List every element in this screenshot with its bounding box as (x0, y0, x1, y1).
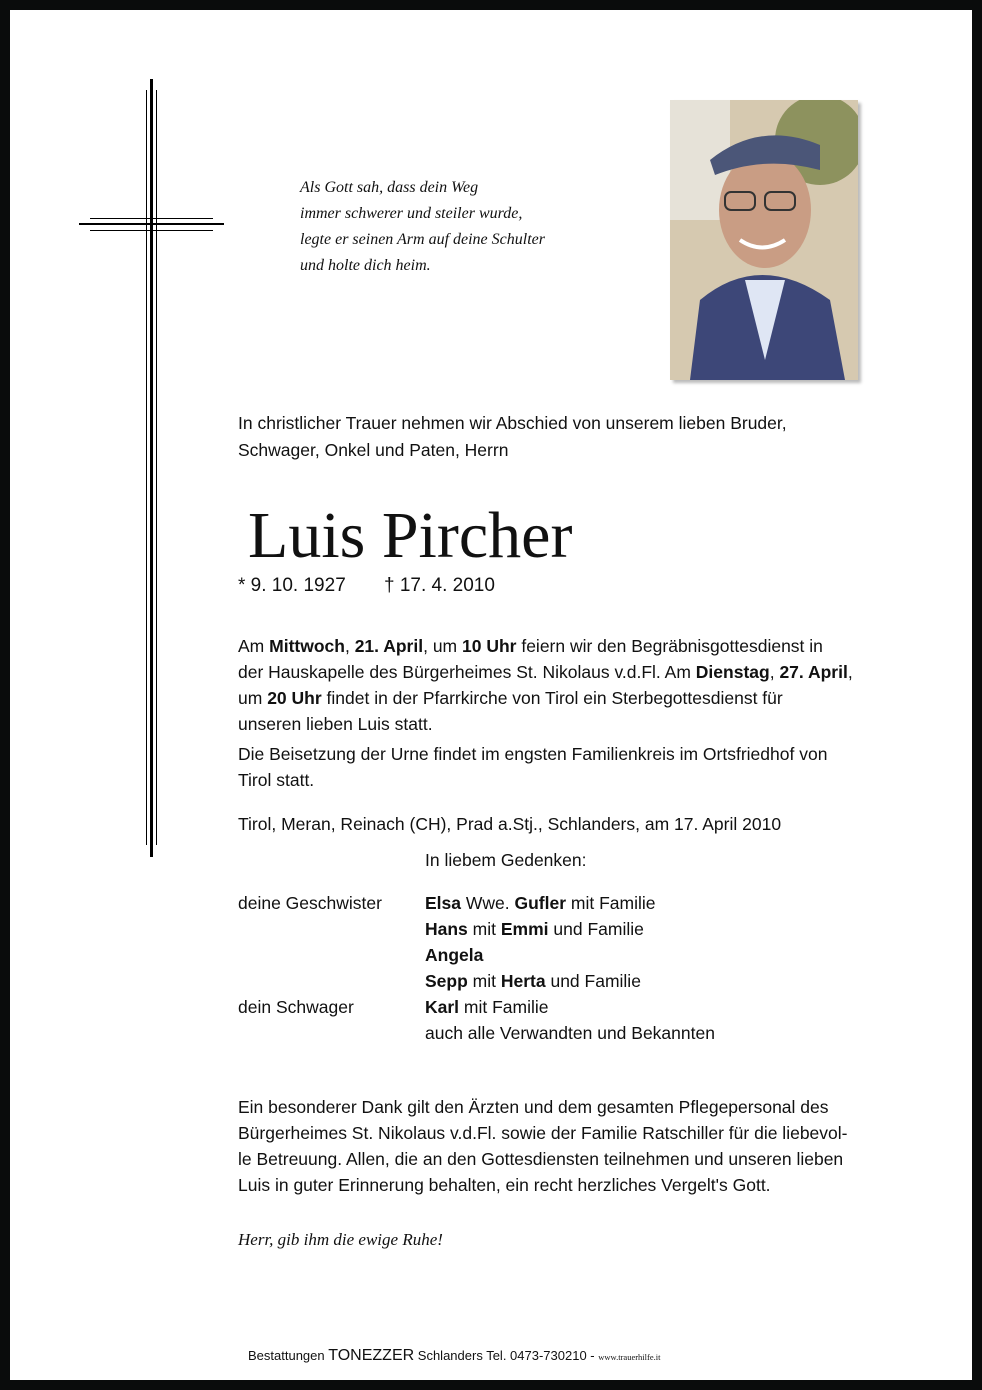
closing-prayer: Herr, gib ihm die ewige Ruhe! (238, 1230, 443, 1249)
birth-date: * 9. 10. 1927 (238, 575, 346, 596)
bold-text: Karl (425, 997, 460, 1017)
bold-text: Herta (500, 971, 546, 991)
thanks-line: Bürgerheimes St. Nikolaus v.d.Fl. sowie der Familie Ratschiller für die liebevol- (238, 1123, 848, 1143)
paragraph-line (238, 659, 853, 685)
text-segment: unseren lieben Luis statt. (238, 714, 433, 734)
mourner-group-label: deine Geschwister (238, 893, 382, 913)
footer-prefix: Bestattungen (248, 1348, 329, 1363)
bold-text: Mittwoch (269, 636, 345, 656)
bold-text: 10 Uhr (462, 636, 517, 656)
footer-url: www.trauerhilfe.it (598, 1352, 661, 1362)
text-segment: Wwe. (461, 893, 515, 913)
text-segment: , (769, 662, 780, 682)
text-segment: feiern wir den Begräbnisgottesdienst in (516, 636, 823, 656)
bold-text: Elsa (425, 893, 461, 913)
paragraph-line (238, 711, 433, 737)
paragraph-line (238, 685, 783, 711)
mourner-names (425, 1020, 715, 1046)
quote-line: Als Gott sah, dass dein Weg (300, 179, 479, 196)
text-segment: mit (467, 971, 501, 991)
paragraph-line (238, 633, 823, 659)
thanks-line: Luis in guter Erinnerung behalten, ein recht herzliches Vergelt's Gott. (238, 1175, 771, 1195)
in-memory-heading: In liebem Gedenken: (425, 850, 587, 870)
text-segment: und Familie (548, 919, 644, 939)
bold-text: 21. April (354, 636, 424, 656)
paper-sheet (10, 10, 972, 1380)
portrait-photo (670, 100, 858, 380)
bold-text: Angela (425, 945, 484, 965)
text-segment: Die Beisetzung der Urne findet im engsten Familienkreis im Ortsfriedhof von (238, 744, 828, 764)
quote-line: immer schwerer und steiler wurde, (300, 205, 523, 222)
bold-text: 20 Uhr (267, 688, 322, 708)
mourner-names (425, 916, 644, 942)
mourner-names (425, 994, 549, 1020)
text-segment: findet in der Pfarrkirche von Tirol ein Sterbegottesdienst für (321, 688, 783, 708)
funeral-home-footer (248, 1346, 660, 1367)
quote-line: legte er seinen Arm auf deine Schulter (300, 231, 545, 248)
thanks-line: Ein besonderer Dank gilt den Ärzten und dem gesamten Pflegepersonal des (238, 1097, 829, 1117)
text-segment: , (847, 662, 853, 682)
text-segment: auch alle Verwandten und Bekannten (425, 1023, 715, 1043)
footer-contact: Schlanders Tel. 0473-730210 - (414, 1348, 599, 1363)
intro-line: In christlicher Trauer nehmen wir Abschied von unserem lieben Bruder, (238, 413, 787, 433)
text-segment: um (238, 688, 268, 708)
bold-text: 27. April (779, 662, 848, 682)
deceased-name: Luis Pircher (248, 499, 573, 572)
footer-brand: TONEZZER (328, 1347, 415, 1364)
paragraph-line (238, 767, 314, 793)
text-segment: , um (423, 636, 462, 656)
thanks-line: le Betreuung. Allen, die an den Gottesdiensten teilnehmen und unseren lieben (238, 1149, 844, 1169)
bold-text: Sepp (425, 971, 468, 991)
place-date: Tirol, Meran, Reinach (CH), Prad a.Stj., Schlanders, am 17. April 2010 (238, 814, 782, 834)
text-segment: und Familie (545, 971, 641, 991)
death-date: † 17. 4. 2010 (384, 575, 495, 596)
bold-text: Emmi (500, 919, 549, 939)
mourner-names (425, 890, 655, 916)
text-segment: , (344, 636, 355, 656)
bold-text: Gufler (514, 893, 567, 913)
bold-text: Hans (425, 919, 468, 939)
text-segment: mit Familie (459, 997, 549, 1017)
quote-line: und holte dich heim. (300, 257, 431, 274)
text-segment: der Hauskapelle des Bürgerheimes St. Nikolaus v.d.Fl. Am (238, 662, 696, 682)
paragraph-line (238, 741, 827, 767)
mourner-group-label: dein Schwager (238, 997, 354, 1017)
mourner-names (425, 968, 641, 994)
text-segment: mit (467, 919, 501, 939)
mourner-names (425, 942, 483, 968)
text-segment: Tirol statt. (238, 770, 315, 790)
text-segment: mit Familie (566, 893, 656, 913)
bold-text: Dienstag (695, 662, 770, 682)
text-segment: Am (238, 636, 270, 656)
intro-line: Schwager, Onkel und Paten, Herrn (238, 440, 509, 460)
